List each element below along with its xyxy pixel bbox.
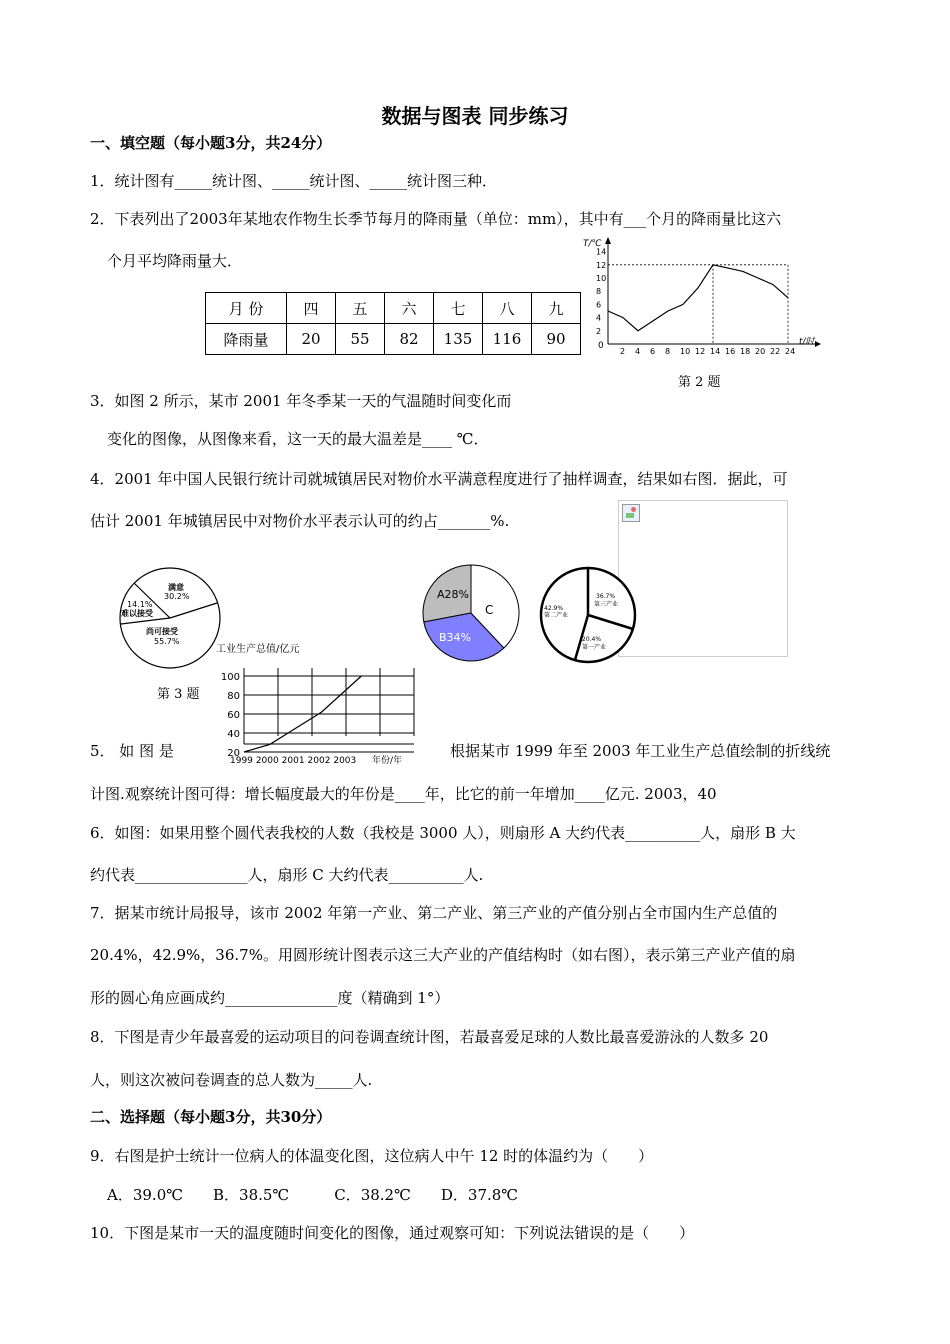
- pie2-label-c: C: [485, 603, 494, 617]
- question-7-line1: 7．据某市统计局报导，该市 2002 年第一产业、第二产业、第三产业的产值分别占全市国内生产总值的: [90, 904, 778, 922]
- temp-xtick-label: 8: [665, 347, 671, 356]
- page-title: 数据与图表 同步练习: [381, 104, 569, 128]
- section-multiple-choice: 二、选择题（每小题3分，共30分）: [90, 1108, 332, 1126]
- gdp-xtick-label: 2002: [307, 756, 331, 766]
- question-8-line2: 人，则这次被问卷调查的总人数为_____人.: [90, 1071, 373, 1089]
- gdp-ytick-label: 40: [227, 729, 240, 740]
- pie3-label: 第一产业: [582, 644, 607, 651]
- table-header-label: 月 份: [206, 293, 287, 324]
- pie1-label: 尚可接受: [146, 627, 178, 636]
- gdp-ytick-label: 20: [227, 748, 240, 759]
- question-8-line1: 8．下图是青少年最喜爱的运动项目的问卷调查统计图，若最喜爱足球的人数比最喜爱游泳的人数多 20: [90, 1028, 769, 1046]
- question-5-line1-right: 根据某市 1999 年至 2003 年工业生产总值绘制的折线统: [450, 742, 831, 760]
- pie1-label: 满意: [168, 583, 184, 592]
- pie3-label: 第三产业: [594, 601, 619, 608]
- temp-xtick-label: 14: [710, 347, 721, 356]
- question-6-line1: 6．如图：如果用整个圆代表我校的人数（我校是 3000 人），则扇形 A 大约代表__________人，扇形 B 大: [90, 824, 796, 842]
- temp-xtick-label: 16: [725, 347, 736, 356]
- temp-ytick-label: 10: [596, 274, 607, 283]
- temp-ytick-label: 6: [596, 300, 602, 310]
- pie1-label: 难以接受: [121, 609, 153, 618]
- question-10: 10．下图是某市一天的温度随时间变化的图像，通过观察可知：下列说法错误的是（ ）: [90, 1224, 695, 1242]
- temp-xtick-label: 6: [650, 347, 656, 356]
- question-3-line2: 变化的图像，从图像来看，这一天的最大温差是____ ℃．: [107, 430, 489, 448]
- gdp-xtick-label: 2001: [281, 756, 305, 766]
- temp-xtick-label: 24: [785, 347, 796, 356]
- gdp-ylabel: 工业生产总值/亿元: [216, 644, 300, 655]
- table-month: 六: [385, 293, 434, 324]
- question-4-line2: 估计 2001 年城镇居民中对物价水平表示认可的约占_______%.: [90, 512, 510, 530]
- pie3-label: 36.7%: [596, 593, 616, 600]
- gdp-ytick-label: 60: [227, 710, 240, 721]
- table-value: 90: [532, 324, 581, 355]
- question-2-line2: 个月平均降雨量大．: [107, 252, 243, 270]
- temp-ylabel: T/℃: [583, 239, 602, 249]
- temp-xtick-label: 20: [755, 347, 766, 356]
- section-fill-blank: 一、填空题（每小题3分，共24分）: [90, 134, 332, 152]
- temp-ytick-label: 8: [596, 287, 602, 297]
- broken-image-icon: [622, 504, 640, 522]
- question-7-line3: 形的圆心角应画成约_______________度（精确到 1°）: [90, 989, 450, 1007]
- image-placeholder: [618, 500, 788, 657]
- pie3-label: 第二产业: [544, 612, 569, 619]
- gdp-line-chart: [200, 638, 430, 770]
- gdp-xtick-label: 2003: [333, 756, 357, 766]
- table-value: 135: [434, 324, 483, 355]
- temp-ytick-label: 12: [596, 260, 607, 270]
- temp-series-line: [608, 265, 788, 331]
- temp-chart-caption: 第 2 题: [678, 375, 721, 390]
- question-1: 1．统计图有_____统计图、_____统计图、_____统计图三种．: [90, 172, 498, 190]
- gdp-ytick-label: 100: [220, 672, 240, 683]
- table-month: 五: [336, 293, 385, 324]
- pie3-label: 42.9%: [544, 605, 564, 612]
- rainfall-table: [205, 292, 581, 355]
- table-value: 116: [483, 324, 532, 355]
- table-month: 四: [287, 293, 336, 324]
- temp-origin: 0: [598, 341, 604, 351]
- table-value: 20: [287, 324, 336, 355]
- temperature-chart: [583, 232, 833, 357]
- temp-xtick-label: 2: [620, 347, 626, 356]
- temp-ytick-label: 2: [596, 326, 602, 336]
- table-month: 九: [532, 293, 581, 324]
- pie2-label-b: B34%: [439, 631, 471, 644]
- table-month: 七: [434, 293, 483, 324]
- abc-pie-chart: [421, 558, 525, 666]
- temp-xtick-label: 10: [680, 347, 691, 356]
- pie1-label: 30.2%: [164, 592, 190, 601]
- table-value: 82: [385, 324, 434, 355]
- question-2-line1: 2．下表列出了2003年某地农作物生长季节每月的降雨量（单位：mm），其中有___个月的降雨量比这六: [90, 210, 782, 228]
- pie1-label: 55.7%: [154, 637, 180, 646]
- pie3-label: 20.4%: [582, 636, 602, 643]
- temp-ytick-label: 4: [596, 313, 602, 323]
- pie1-caption: 第 3 题: [157, 687, 200, 702]
- table-month: 八: [483, 293, 532, 324]
- gdp-xtick-label: 1999: [230, 756, 253, 766]
- question-5-line2: 计图.观察统计图可得：增长幅度最大的年份是____年，比它的前一年增加____亿元. 2003，40: [90, 785, 717, 803]
- temp-xtick-label: 12: [695, 347, 706, 356]
- gdp-xlabel: 年份/年: [372, 756, 403, 766]
- question-4-line1: 4．2001 年中国人民银行统计司就城镇居民对物价水平满意程度进行了抽样调查，结果如右图．据此，可: [90, 470, 788, 488]
- table-row-label: 降雨量: [206, 324, 287, 355]
- temp-ytick-label: 14: [596, 247, 607, 257]
- question-9-options: A．39.0℃ B．38.5℃ C．38.2℃ D．37.8℃: [107, 1186, 519, 1204]
- temp-xlabel: t/时: [799, 337, 815, 347]
- gdp-xtick-label: 2000: [255, 756, 279, 766]
- temp-xtick-label: 4: [635, 347, 641, 356]
- question-9: 9．右图是护士统计一位病人的体温变化图，这位病人中午 12 时的体温约为（ ）: [90, 1147, 654, 1165]
- question-3-line1: 3．如图 2 所示，某市 2001 年冬季某一天的气温随时间变化而: [90, 392, 512, 410]
- question-5-line1-left: 5． 如 图 是: [90, 742, 174, 760]
- table-row: [206, 324, 581, 355]
- gdp-ytick-label: 80: [227, 691, 240, 702]
- pie1-label: 14.1%: [127, 600, 153, 609]
- industry-pie-chart: [538, 565, 638, 665]
- table-row: [206, 293, 581, 324]
- pie2-label-a: A28%: [437, 588, 469, 601]
- temp-xtick-label: 18: [740, 347, 751, 356]
- temp-xtick-label: 22: [770, 347, 781, 356]
- question-7-line2: 20.4%，42.9%，36.7%。用圆形统计图表示这三大产业的产值结构时（如右图），表示第三产业产值的扇: [90, 946, 796, 964]
- question-6-line2: 约代表_______________人，扇形 C 大约代表__________人.: [90, 866, 484, 884]
- table-value: 55: [336, 324, 385, 355]
